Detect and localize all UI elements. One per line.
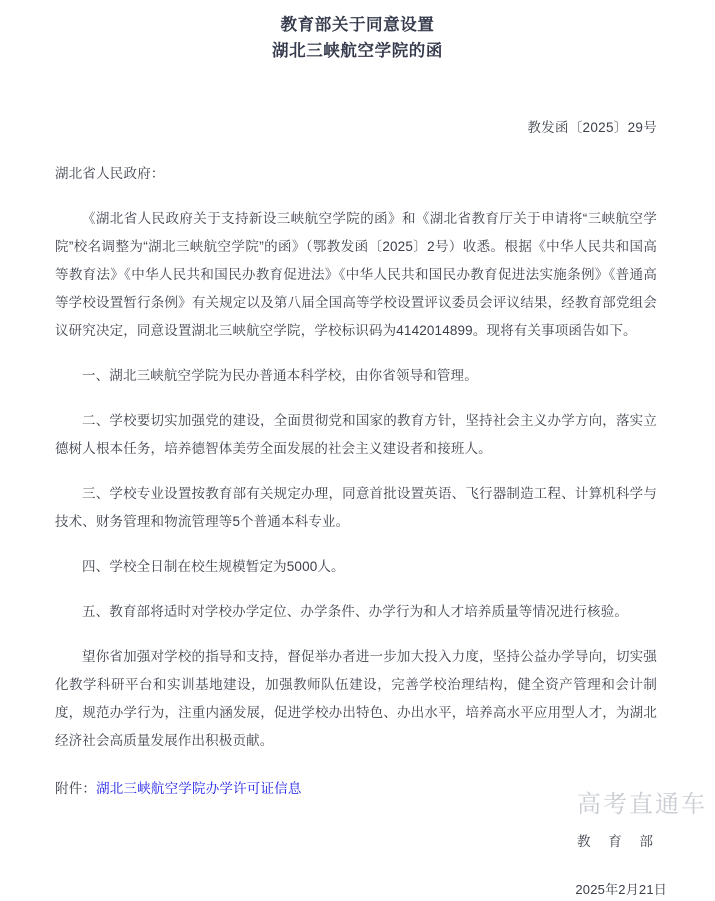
salutation: 湖北省人民政府：: [55, 166, 165, 181]
paragraph-item-5: 五、教育部将适时对学校办学定位、办学条件、办学行为和人才培养质量等情况进行核验。: [82, 604, 628, 619]
attachment-link[interactable]: 湖北三峡航空学院办学许可证信息: [96, 781, 302, 796]
attachment-label: 附件：: [55, 781, 97, 796]
document-body: [0, 160, 715, 755]
document-number: 教发函〔2025〕29号: [527, 120, 657, 135]
paragraph-item-4: 四、学校全日制在校生规模暂定为5000人。: [82, 559, 345, 574]
paragraph-item-3: 三、学校专业设置按教育部有关规定办理，同意首批设置英语、飞行器制造工程、计算机科学与技术、财务管理和物流管理等5个普通本科专业。: [55, 486, 657, 529]
title-line-2: 湖北三峡航空学院的函: [272, 42, 443, 60]
page-title: [0, 0, 715, 64]
signature-block: [0, 831, 715, 901]
signing-organization: 教 育 部: [576, 834, 660, 849]
paragraph-item-2: 二、学校要切实加强党的建设，全面贯彻党和国家的教育方针，坚持社会主义办学方向，落实立德树人根本任务，培养德智体美劳全面发展的社会主义建设者和接班人。: [55, 413, 657, 456]
paragraph-preamble: 《湖北省人民政府关于支持新设三峡航空学院的函》和《湖北省教育厅关于申请将“三峡航空学院”校名调整为“湖北三峡航空学院”的函》（鄂教发函〔2025〕2号）收悉。根据《中华人民共和国高等教育法》《中华人民共和国民办教育促进法》《中华人民共和国民办教育促进法实施条例》《普通高等学校设置暂行条例》有关规定以及第八届全国高等学校设置评议委员会评议结果，经教育部党组会议研究决定，同意设置湖北三峡航空学院，学校标识码为4142014899。现将有关事项函告如下。: [55, 211, 657, 338]
paragraph-item-1: 一、湖北三峡航空学院为民办普通本科学校，由你省领导和管理。: [82, 368, 478, 383]
watermark: 高考直通车: [577, 791, 707, 818]
attachment-row: [0, 777, 715, 801]
signing-date: 2025年2月21日: [575, 882, 667, 897]
title-line-1: 教育部关于同意设置: [280, 16, 435, 34]
paragraph-closing: 望你省加强对学校的指导和支持，督促举办者进一步加大投入力度，坚持公益办学导向，切实强化教学科研平台和实训基地建设，加强教师队伍建设，完善学校治理结构，健全资产管理和会计制度，规范办学行为，注重内涵发展，促进学校办出特色、办出水平，培养高水平应用型人才，为湖北经济社会高质量发展作出积极贡献。: [55, 649, 657, 748]
